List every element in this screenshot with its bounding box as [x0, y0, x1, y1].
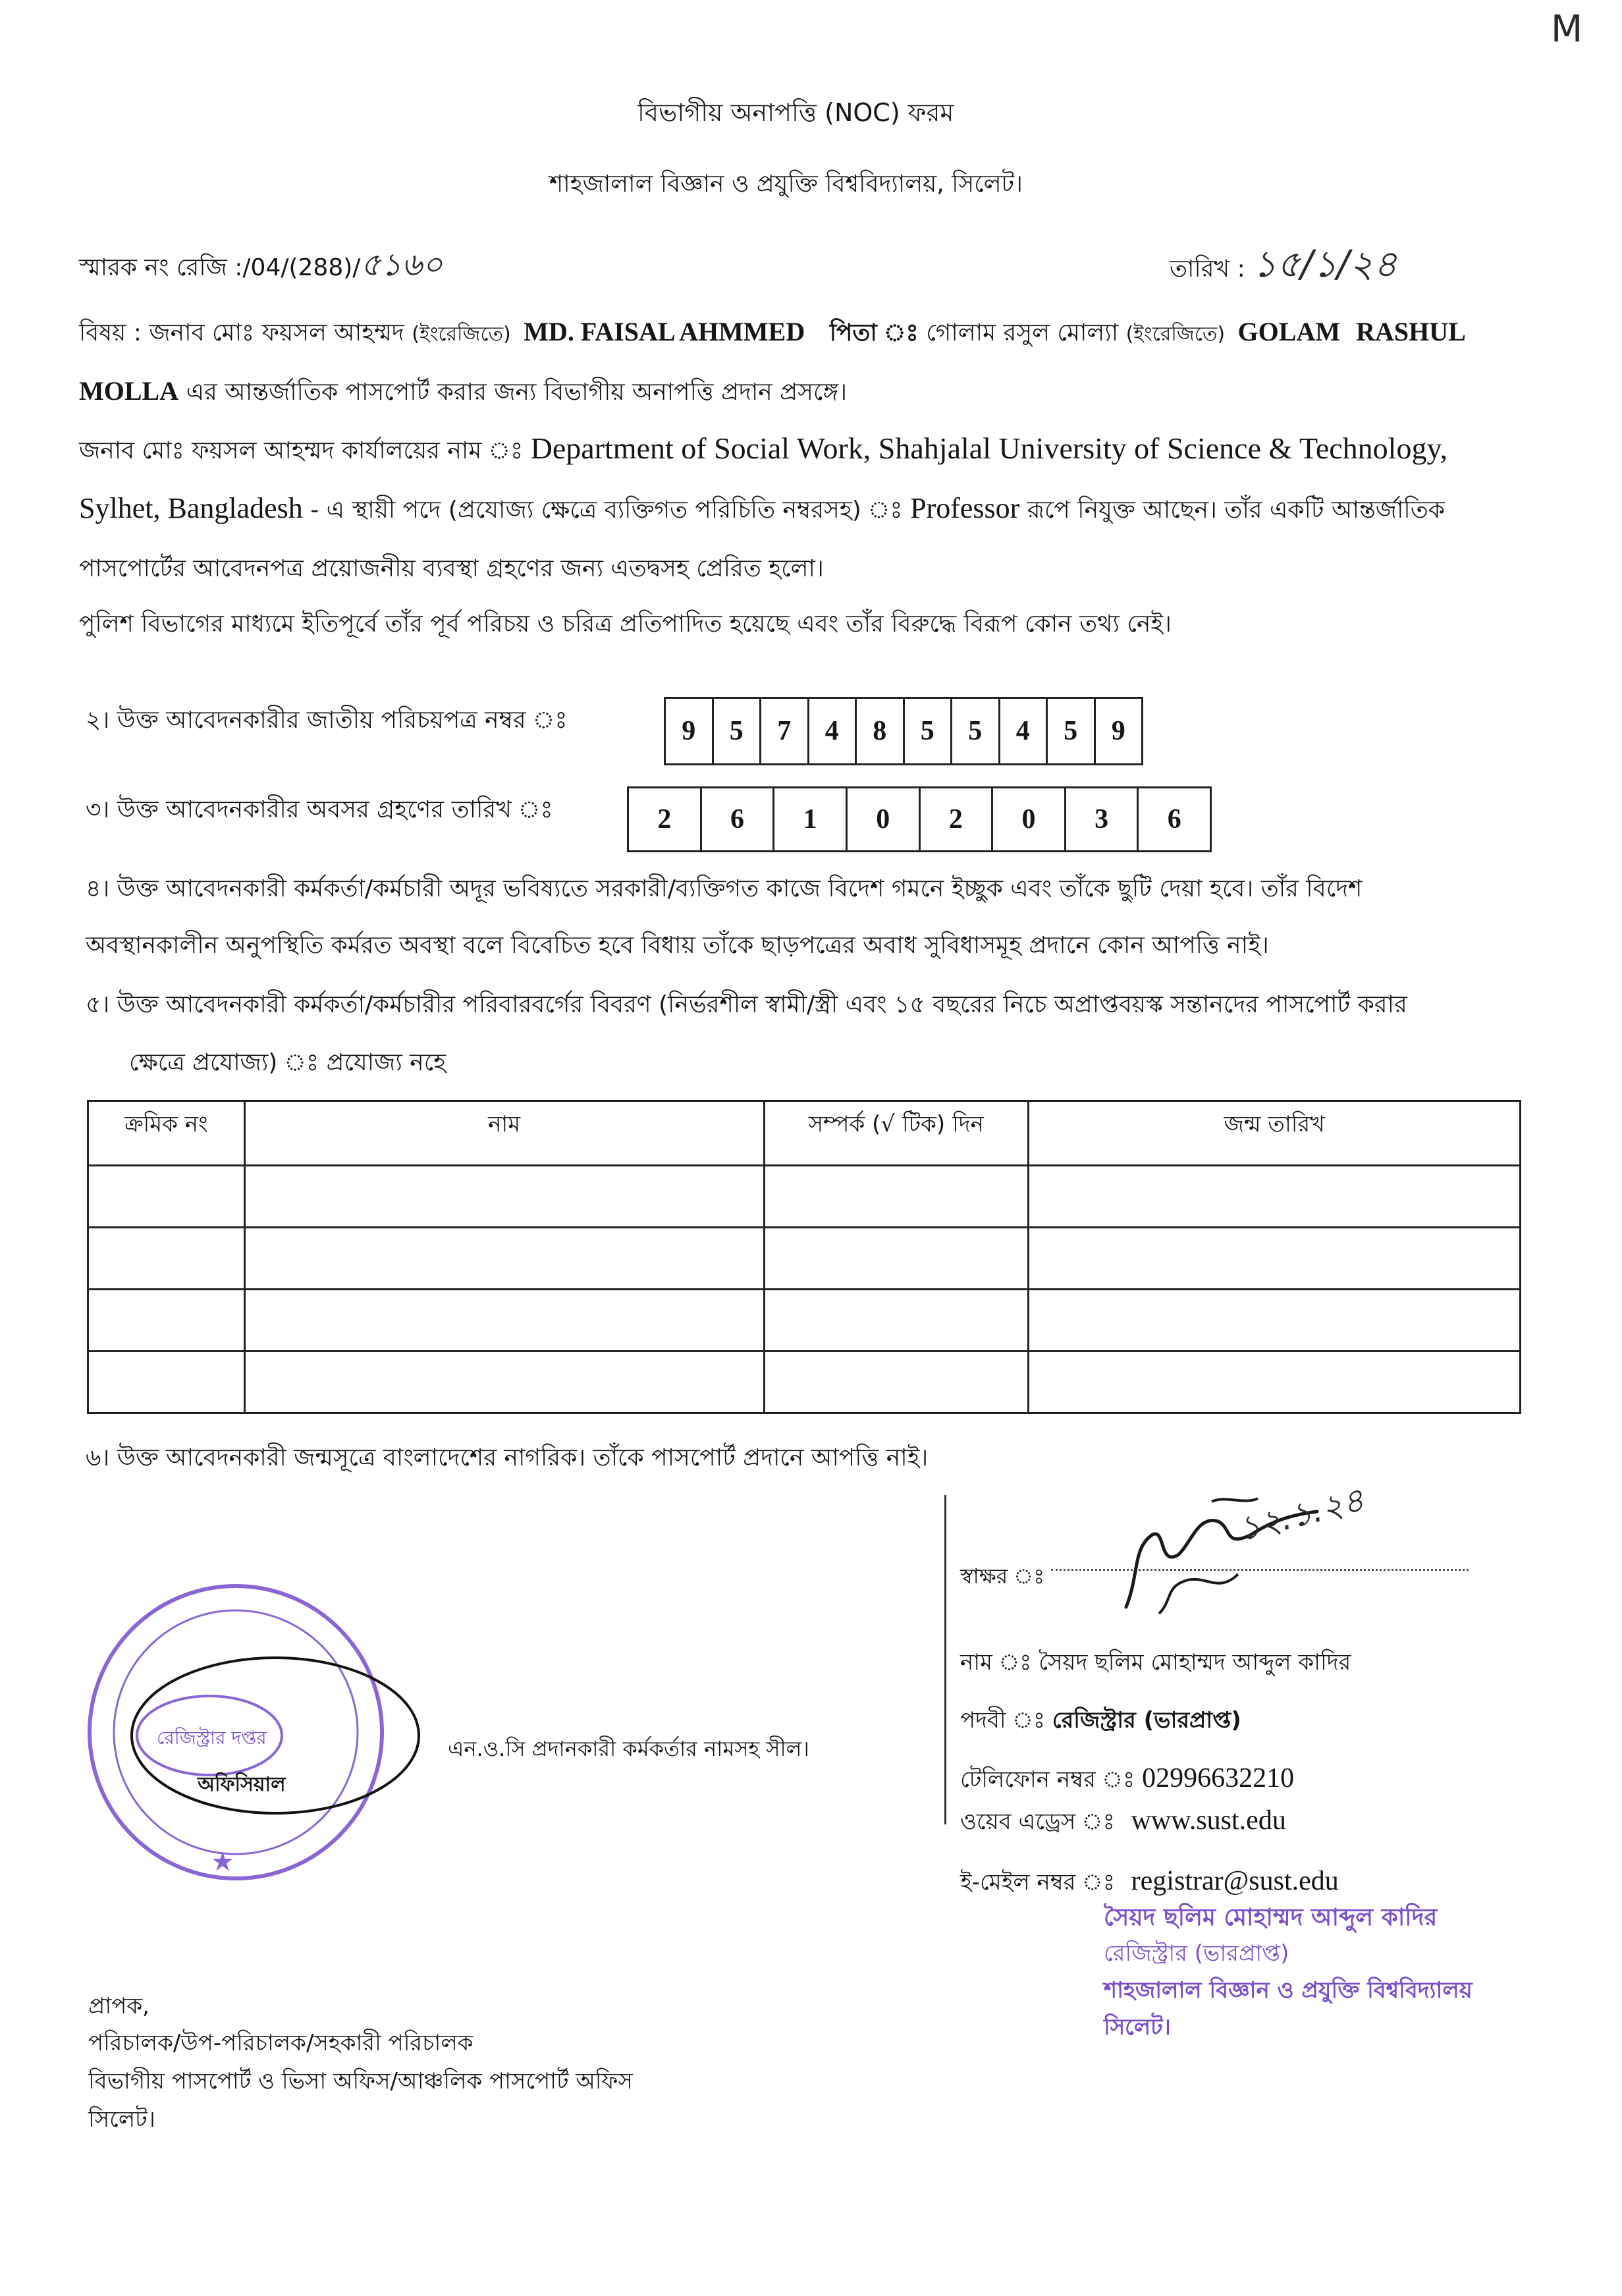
father-label: পিতা ঃ	[829, 319, 919, 346]
retirement-date-boxes	[627, 786, 1212, 852]
post-label: - এ স্থায়ী পদে (প্রযোজ্য ক্ষেত্রে ব্যক্তিগত পরিচিতি নম্বরসহ) ঃ	[310, 497, 903, 524]
father-name-en-cont: MOLLA	[79, 376, 179, 406]
officer-designation: রেজিস্ট্রার (ভারপ্রাপ্ত)	[1052, 1707, 1241, 1734]
page-corner-mark: M	[1551, 8, 1583, 51]
handwritten-date: ১৫/১/২৪	[1253, 243, 1397, 286]
signature-divider	[944, 1495, 946, 1824]
university-name: শাহজালাল বিজ্ঞান ও প্রযুক্তি বিশ্ববিদ্যালয়, সিলেট।	[549, 171, 1023, 198]
family-details-table	[87, 1100, 1521, 1414]
phone-row	[960, 1763, 1294, 1800]
post-suffix: রূপে নিযুক্ত আছেন। তাঁর একটি আন্তর্জাতিক	[1027, 497, 1445, 524]
designation-label: পদবী ঃ	[960, 1707, 1045, 1734]
table-cell	[244, 1166, 764, 1228]
table-cell	[1029, 1290, 1521, 1352]
subject-suffix: এর আন্তর্জাতিক পাসপোর্ট করার জন্য বিভাগীয় অনাপত্তি প্রদান প্রসঙ্গে।	[186, 379, 848, 406]
table-cell	[244, 1228, 764, 1290]
stamp-university: শাহজালাল বিজ্ঞান ও প্রযুক্তি বিশ্ববিদ্যালয়	[1104, 1977, 1473, 2004]
column-serial: ক্রমিক নং	[88, 1101, 245, 1166]
digit-box: 4	[1000, 699, 1048, 763]
table-cell	[1029, 1166, 1521, 1228]
stamp-city: সিলেট।	[1104, 2014, 1171, 2040]
para1-line-4: পুলিশ বিভাগের মাধ্যমে ইতিপূর্বে তাঁর পূর্ব পরিচয় ও চরিত্র প্রতিপাদিত হয়েছে এবং তাঁর বিরুদ্ধে বিরূপ কোন তথ্য নেই।	[79, 611, 1172, 638]
table-row	[88, 1166, 1521, 1228]
office-label: জনাব মোঃ ফয়সল আহম্মদ কার্যালয়ের নাম ঃ	[79, 437, 524, 464]
column-relation: সম্পর্ক (√ টিক) দিন	[764, 1101, 1028, 1166]
table-cell	[1029, 1352, 1521, 1413]
seal-inner-text: রেজিস্ট্রার দপ্তর	[157, 1727, 267, 1749]
web-label: ওয়েব এড্রেস ঃ	[960, 1809, 1115, 1835]
email-label: ই-মেইল নম্বর ঃ	[960, 1869, 1115, 1896]
digit-box: 5	[714, 699, 762, 763]
table-cell	[88, 1290, 245, 1352]
item5-line-2: ক্ষেত্রে প্রযোজ্য) ঃ প্রযোজ্য নহে	[129, 1049, 446, 1076]
web-address[interactable]: www.sust.edu	[1131, 1805, 1286, 1836]
table-cell	[88, 1228, 245, 1290]
nid-label: ২। উক্ত আবেদনকারীর জাতীয় পরিচয়পত্র নম্বর ঃ	[86, 707, 568, 734]
table-row	[88, 1352, 1521, 1413]
memo-handwritten-number: ৫১৬০	[360, 246, 443, 283]
phone-number: 02996632210	[1142, 1763, 1295, 1793]
in-english-label: (ইংরেজিতে)	[1125, 323, 1226, 346]
officer-designation-row	[960, 1703, 1241, 1741]
item4-line-2: অবস্থানকালীন অনুপস্থিতি কর্মরত অবস্থা বলে বিবেচিত হবে বিধায় তাঁকে ছাড়পত্রের অবাধ সুবিধাসমূহ প্রদানে কোন আপত্তি নাই।	[86, 932, 1269, 959]
stamp-officer-name: সৈয়দ ছলিম মোহাম্মদ আব্দুল কাদির	[1104, 1904, 1438, 1931]
digit-box: 5	[905, 699, 953, 763]
column-name: নাম	[244, 1101, 764, 1166]
officer-name-row	[960, 1645, 1351, 1683]
digit-box: 5	[952, 699, 1000, 763]
table-cell	[244, 1352, 764, 1413]
applicant-name-en: MD. FAISAL AHMMED	[524, 317, 805, 346]
father-name-en: GOLAM RASHUL	[1237, 317, 1466, 346]
office-place: Sylhet, Bangladesh	[79, 492, 303, 524]
digit-box: 6	[1167, 804, 1181, 834]
signature-date: ১২.১.২৪	[1234, 1480, 1368, 1548]
post-name: Professor	[910, 492, 1020, 524]
digit-box: 3	[1066, 788, 1139, 850]
digit-box: 0	[848, 788, 921, 850]
digit-box: 8	[857, 699, 905, 763]
table-header-row	[88, 1101, 1521, 1166]
table-cell	[244, 1290, 764, 1352]
recipient-line-1: প্রাপক,	[88, 1993, 149, 2019]
nid-number-boxes	[664, 697, 1143, 765]
table-cell	[1029, 1228, 1521, 1290]
para1-line-3: পাসপোর্টের আবেদনপত্র প্রয়োজনীয় ব্যবস্থা গ্রহণের জন্য এতদ্বসহ প্রেরিত হলো।	[79, 555, 824, 582]
para1-line-2	[79, 491, 1445, 532]
subject-line-2	[79, 374, 847, 414]
para1-line-1	[79, 431, 1447, 472]
form-title: বিভাগীয় অনাপত্তি (NOC) ফরম	[637, 98, 954, 127]
official-seal	[58, 1577, 427, 1890]
signature-label: স্বাক্ষর ঃ	[960, 1564, 1045, 1589]
recipient-line-2: পরিচালক/উপ-পরিচালক/সহকারী পরিচালক	[88, 2030, 473, 2056]
web-row	[960, 1805, 1286, 1842]
digit-box: 1	[774, 788, 848, 850]
seal-caption: এন.ও.সি প্রদানকারী কর্মকর্তার নামসহ সীল।	[448, 1736, 809, 1761]
table-row	[88, 1228, 1521, 1290]
phone-label: টেলিফোন নম্বর ঃ	[960, 1766, 1135, 1793]
stamp-designation: রেজিস্ট্রার (ভারপ্রাপ্ত)	[1104, 1940, 1289, 1967]
digit-box: 4	[809, 699, 857, 763]
table-cell	[764, 1166, 1028, 1228]
in-english-label: (ইংরেজিতে)	[412, 323, 511, 346]
digit-box: 6	[702, 788, 775, 850]
memo-number	[79, 241, 443, 293]
seal-official-text: অফিসিয়াল	[198, 1773, 286, 1796]
officer-name-label: নাম ঃ	[960, 1649, 1032, 1676]
subject-prefix: বিষয় : জনাব মোঃ ফয়সল আহম্মদ	[79, 319, 404, 346]
column-birth-date: জন্ম তারিখ	[1029, 1101, 1521, 1166]
digit-box: 2	[921, 788, 994, 850]
memo-date	[1170, 236, 1397, 298]
table-row	[88, 1290, 1521, 1352]
table-cell	[764, 1352, 1028, 1413]
office-name: Department of Social Work, Shahjalal University of Science & Technology,	[530, 431, 1447, 465]
item4-line-1: ৪। উক্ত আবেদনকারী কর্মকর্তা/কর্মচারী অদূর ভবিষ্যতে সরকারী/ব্যক্তিগত কাজে বিদেশ গমনে ইচ্ছুক এবং তাঁকে ছুটি দেয়া হবে। তাঁর বিদেশ	[86, 875, 1363, 902]
recipient-line-4: সিলেট।	[88, 2106, 155, 2133]
table-cell	[764, 1228, 1028, 1290]
recipient-line-3: বিভাগীয় পাসপোর্ট ও ভিসা অফিস/আঞ্চলিক পাসপোর্ট অফিস	[88, 2068, 633, 2094]
email-row	[960, 1865, 1339, 1903]
digit-box: 7	[761, 699, 809, 763]
digit-box: 0	[993, 788, 1066, 850]
svg-text:★: ★	[211, 1847, 234, 1877]
item6-text: ৬। উক্ত আবেদনকারী জন্মসূত্রে বাংলাদেশের নাগরিক। তাঁকে পাসপোর্ট প্রদানে আপত্তি নাই।	[86, 1444, 929, 1471]
table-cell	[88, 1352, 245, 1413]
officer-name: সৈয়দ ছলিম মোহাম্মদ আব্দুল কাদির	[1039, 1649, 1351, 1676]
subject-line-1	[79, 315, 1466, 354]
retirement-date-label: ৩। উক্ত আবেদনকারীর অবসর গ্রহণের তারিখ ঃ	[86, 796, 553, 823]
digit-box: 9	[666, 699, 714, 763]
table-cell	[764, 1290, 1028, 1352]
date-label: তারিখ :	[1170, 256, 1245, 283]
memo-label: স্মারক নং রেজি :/04/(288)/	[79, 254, 361, 281]
father-name-bn: গোলাম রসুল মোল্যা	[926, 319, 1119, 346]
digit-box: 5	[1048, 699, 1096, 763]
table-cell	[88, 1166, 245, 1228]
digit-box: 2	[629, 788, 702, 850]
email-address[interactable]: registrar@sust.edu	[1131, 1866, 1339, 1896]
item5-line-1: ৫। উক্ত আবেদনকারী কর্মকর্তা/কর্মচারীর পরিবারবর্গের বিবরণ (নির্ভরশীল স্বামী/স্ত্রী এবং ১৫ বছরের নিচে অপ্রাপ্তবয়স্ক সন্তানদের পাসপোর্ট করার	[86, 991, 1407, 1018]
digit-box: 9	[1111, 716, 1125, 746]
